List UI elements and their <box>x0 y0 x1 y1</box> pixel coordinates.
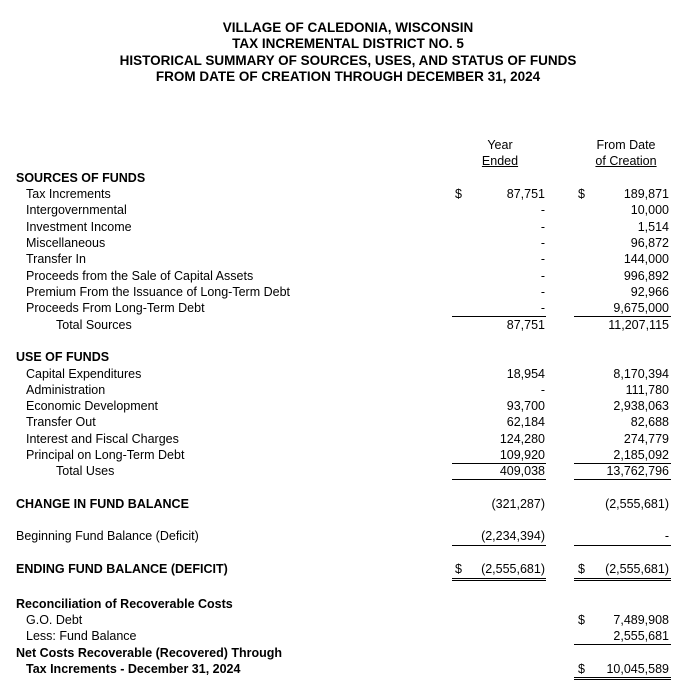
go-debt-value: 7,489,908 <box>613 613 669 627</box>
sources-row-year-value: - <box>540 203 545 217</box>
sources-row-label: Proceeds from the Sale of Capital Assets <box>26 269 254 283</box>
go-debt-label: G.O. Debt <box>26 613 83 627</box>
sources-row-year-value: - <box>540 220 545 234</box>
double-rule-bottom <box>574 580 671 581</box>
ending-fund-balance-label: ENDING FUND BALANCE (DEFICIT) <box>16 562 228 576</box>
sources-row-label: Proceeds From Long-Term Debt <box>26 301 205 315</box>
total-uses-label: Total Uses <box>56 464 115 478</box>
total-sources-total-value: 11,207,115 <box>608 318 669 332</box>
double-rule-bottom <box>574 679 671 680</box>
double-rule-top <box>452 578 546 579</box>
column-header-year-ended-line2: Ended <box>481 154 519 168</box>
less-fund-balance-value: 2,555,681 <box>613 629 669 643</box>
uses-row-total-value: 82,688 <box>630 415 669 429</box>
sources-heading: SOURCES OF FUNDS <box>16 171 146 185</box>
currency-symbol: $ <box>578 562 585 576</box>
sources-row-year-value: - <box>540 285 545 299</box>
total-rule <box>452 479 546 480</box>
uses-row-year-value: 109,920 <box>499 448 545 462</box>
sources-row-total-value: 10,000 <box>630 203 669 217</box>
uses-row-label: Economic Development <box>26 399 159 413</box>
report-title-district: TAX INCREMENTAL DISTRICT NO. 5 <box>232 36 464 51</box>
uses-row-total-value: 2,938,063 <box>613 399 669 413</box>
uses-row-year-value: 124,280 <box>499 432 545 446</box>
subtotal-rule <box>452 545 546 546</box>
subtotal-rule <box>574 545 671 546</box>
change-in-fund-balance-year-value: (321,287) <box>491 497 545 511</box>
uses-row-year-value: 62,184 <box>506 415 545 429</box>
uses-row-total-value: 111,780 <box>625 383 669 397</box>
beginning-fund-balance-total-value: - <box>664 529 669 543</box>
currency-symbol: $ <box>578 662 585 676</box>
total-rule <box>574 479 671 480</box>
sources-row-label: Premium From the Issuance of Long-Term Debt <box>26 285 290 299</box>
less-fund-balance-label: Less: Fund Balance <box>26 629 137 643</box>
uses-row-year-value: 18,954 <box>506 367 545 381</box>
sources-row-total-value: 92,966 <box>630 285 669 299</box>
uses-row-total-value: 8,170,394 <box>613 367 669 381</box>
uses-row-label: Interest and Fiscal Charges <box>26 432 179 446</box>
sources-row-year-value: - <box>540 252 545 266</box>
uses-row-label: Principal on Long-Term Debt <box>26 448 185 462</box>
total-sources-year-value: 87,751 <box>506 318 545 332</box>
beginning-fund-balance-label: Beginning Fund Balance (Deficit) <box>16 529 199 543</box>
report-title-period: FROM DATE OF CREATION THROUGH DECEMBER 31, 2024 <box>155 69 541 84</box>
double-rule-bottom <box>452 580 546 581</box>
uses-row-total-value: 2,185,092 <box>613 448 669 462</box>
report-title-summary: HISTORICAL SUMMARY OF SOURCES, USES, AND STATUS OF FUNDS <box>119 53 577 68</box>
net-costs-recoverable-value: 10,045,589 <box>606 662 669 676</box>
net-costs-recoverable-label: Net Costs Recoverable (Recovered) Through <box>16 646 283 660</box>
uses-row-label: Transfer Out <box>26 415 96 429</box>
column-header-from-date-line1: From Date <box>596 138 656 152</box>
total-sources-label: Total Sources <box>56 318 132 332</box>
column-header-year-ended-line1: Year <box>487 138 513 152</box>
sources-row-total-value: 96,872 <box>630 236 669 250</box>
double-rule-top <box>574 578 671 579</box>
sources-row-total-value: 144,000 <box>623 252 669 266</box>
sources-row-label: Investment Income <box>26 220 132 234</box>
sources-row-label: Transfer In <box>26 252 86 266</box>
uses-row-label: Capital Expenditures <box>26 367 142 381</box>
sources-row-total-value: 189,871 <box>623 187 669 201</box>
uses-row-label: Administration <box>26 383 106 397</box>
uses-heading: USE OF FUNDS <box>16 350 110 364</box>
column-header-from-date-line2: of Creation <box>595 154 657 168</box>
beginning-fund-balance-year-value: (2,234,394) <box>481 529 545 543</box>
sources-row-year-value: 87,751 <box>506 187 545 201</box>
currency-symbol: $ <box>578 187 585 201</box>
currency-symbol: $ <box>455 562 462 576</box>
sources-row-label: Miscellaneous <box>26 236 106 250</box>
uses-row-year-value: 93,700 <box>506 399 545 413</box>
change-in-fund-balance-total-value: (2,555,681) <box>605 497 669 511</box>
sources-row-label: Intergovernmental <box>26 203 127 217</box>
subtotal-rule <box>574 644 671 645</box>
double-rule-top <box>574 677 671 678</box>
change-in-fund-balance-label: CHANGE IN FUND BALANCE <box>16 497 189 511</box>
ending-fund-balance-year-value: (2,555,681) <box>481 562 545 576</box>
ending-fund-balance-total-value: (2,555,681) <box>605 562 669 576</box>
uses-row-year-value: - <box>540 383 545 397</box>
uses-row-total-value: 274,779 <box>623 432 669 446</box>
column-header-from-date <box>576 137 676 169</box>
sources-row-year-value: - <box>540 269 545 283</box>
column-header-year-ended <box>460 137 540 169</box>
total-uses-total-value: 13,762,796 <box>606 464 669 478</box>
net-costs-recoverable-label-line2: Tax Increments - December 31, 2024 <box>26 662 241 676</box>
sources-row-year-value: - <box>540 301 545 315</box>
sources-row-total-value: 996,892 <box>623 269 669 283</box>
reconciliation-heading: Reconciliation of Recoverable Costs <box>16 597 233 611</box>
sources-row-label: Tax Increments <box>26 187 111 201</box>
total-uses-year-value: 409,038 <box>499 464 545 478</box>
currency-symbol: $ <box>578 613 585 627</box>
sources-row-year-value: - <box>540 236 545 250</box>
sources-row-total-value: 9,675,000 <box>613 301 669 315</box>
report-title-municipality: VILLAGE OF CALEDONIA, WISCONSIN <box>222 20 474 35</box>
sources-row-total-value: 1,514 <box>637 220 669 234</box>
currency-symbol: $ <box>455 187 462 201</box>
